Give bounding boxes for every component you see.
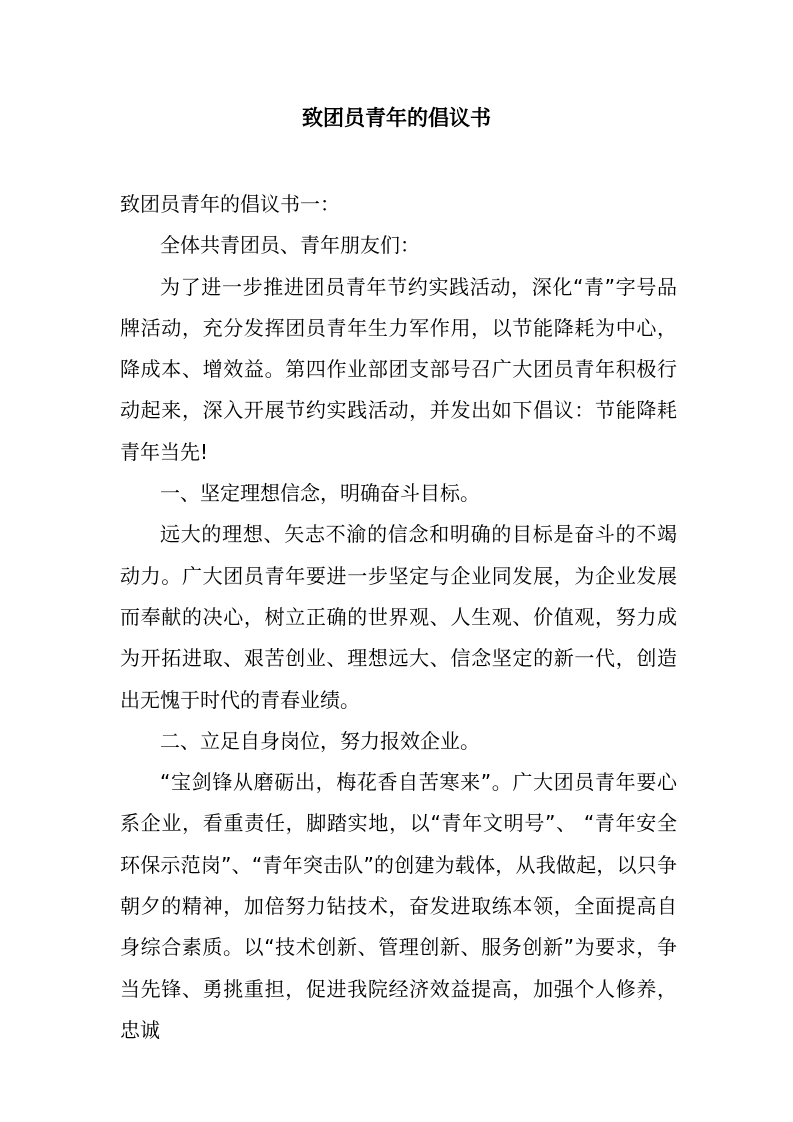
paragraph-section-1: 远大的理想、矢志不渝的信念和明确的目标是奋斗的不竭动力。广大团员青年要进一步坚定与企业同发展，为企业发展而奉献的决心，树立正确的世界观、人生观、价值观，努力成为开拓进取、艰苦创业、理想远大、信念坚定的新一代，创造出无愧于时代的青春业绩。: [120, 522, 677, 712]
greeting-line: 全体共青团员、青年朋友们：: [160, 233, 420, 258]
document-body: [120, 184, 677, 1051]
paragraph-intro: 为了进一步推进团员青年节约实践活动，深化“青”字号品牌活动，充分发挥团员青年生力军作用，以节能降耗为中心，降成本、增效益。第四作业部团支部号召广大团员青年积极行动起来，深入开展节约实践活动，并发出如下倡议：节能降耗 青年当先!: [120, 274, 677, 464]
paragraph-section-2: “宝剑锋从磨砺出，梅花香自苦寒来”。广大团员青年要心系企业，看重责任，脚踏实地，以“青年文明号”、 “青年安全环保示范岗”、“青年突击队”的创建为载体，从我做起，以只争朝夕的精神，加倍努力钻技术，奋发进取练本领，全面提高自身综合素质。以“技术创新、管理创新、服务创新”为要求，争当先锋、勇挑重担，促进我院经济效益提高，加强个人修养，忠诚: [120, 770, 677, 1042]
section-heading-1: 一、坚定理想信念，明确奋斗目标。: [160, 481, 480, 506]
section-heading-2: 二、立足自身岗位，努力报效企业。: [160, 728, 480, 753]
document-subtitle: 致团员青年的倡议书一：: [120, 192, 340, 216]
document-title: 致团员青年的倡议书: [302, 106, 491, 130]
